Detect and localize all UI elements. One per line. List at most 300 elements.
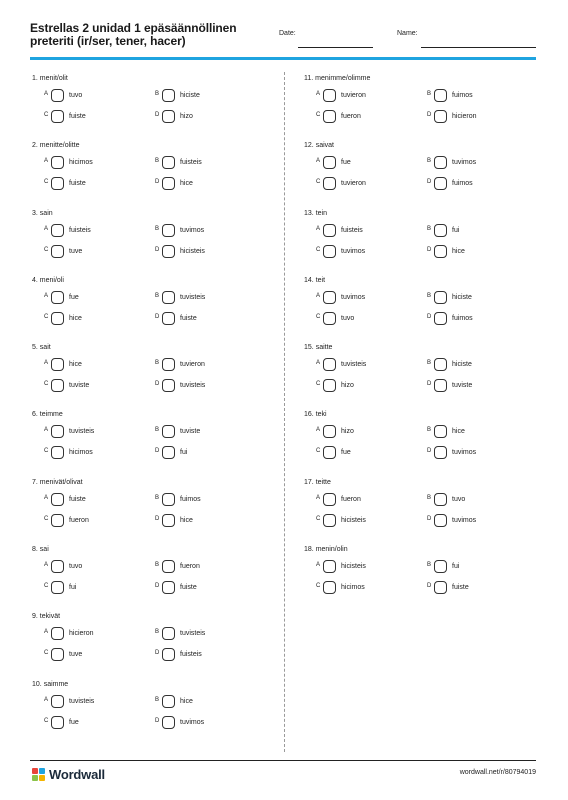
question-2 [32, 142, 272, 209]
option-letter: D [427, 381, 432, 388]
logo-square [39, 775, 45, 781]
answer-checkbox[interactable] [51, 110, 64, 123]
option-text: tuvisteis [69, 428, 95, 436]
option-text: fuimos [452, 180, 473, 188]
option-text: tuviste [452, 382, 473, 390]
question-number: 8. [32, 546, 38, 554]
question-6 [32, 411, 272, 478]
answer-checkbox[interactable] [51, 358, 64, 371]
title-line-2: preteriti (ir/ser, tener, hacer) [30, 34, 186, 48]
answer-checkbox[interactable] [323, 291, 336, 304]
question-number: 1. [32, 75, 38, 82]
question-text: saitte [315, 344, 333, 352]
answer-checkbox[interactable] [434, 224, 447, 237]
answer-checkbox[interactable] [51, 560, 64, 573]
option-letter: C [316, 448, 321, 455]
question-text: teki [315, 411, 327, 419]
answer-checkbox[interactable] [434, 156, 447, 169]
question-12 [304, 142, 544, 209]
question-prompt [32, 210, 53, 217]
option-text: fueron [180, 563, 200, 571]
question-number: 16. [304, 411, 314, 419]
answer-checkbox[interactable] [51, 627, 64, 640]
option-letter: B [427, 91, 432, 97]
answer-checkbox[interactable] [51, 156, 64, 169]
answer-checkbox[interactable] [162, 379, 175, 392]
question-number: 12. [304, 142, 314, 150]
option-text: tuvisteis [341, 361, 367, 369]
option-letter: D [427, 448, 432, 455]
answer-checkbox[interactable] [51, 425, 64, 438]
answer-checkbox[interactable] [323, 379, 336, 392]
answer-checkbox[interactable] [51, 312, 64, 325]
option-letter: A [44, 292, 49, 299]
answer-checkbox[interactable] [51, 245, 64, 258]
option-text: tuvimos [452, 159, 477, 167]
answer-checkbox[interactable] [434, 514, 447, 527]
question-number: 3. [32, 209, 38, 217]
question-text: sai [39, 546, 49, 554]
option-text: fuisteis [341, 226, 363, 234]
option-text: hicimos [69, 159, 93, 167]
option-text: hice [452, 247, 465, 255]
option-text: hicisteis [341, 563, 366, 571]
answer-checkbox[interactable] [323, 493, 336, 506]
answer-checkbox[interactable] [434, 379, 447, 392]
question-text: menin/olin [315, 546, 348, 554]
option-letter: C [316, 515, 321, 522]
answer-checkbox[interactable] [323, 581, 336, 594]
option-text: tuvieron [341, 92, 366, 99]
option-letter: D [155, 313, 160, 320]
option-text: tuvimos [180, 226, 205, 234]
option-letter: B [155, 91, 160, 97]
option-letter: B [155, 158, 160, 165]
answer-checkbox[interactable] [323, 514, 336, 527]
option-letter: D [155, 179, 160, 186]
question-9 [32, 613, 272, 680]
option-text: tuvieron [180, 361, 205, 369]
option-letter: D [427, 515, 432, 522]
option-text: tuviste [69, 382, 90, 390]
question-text: teit [315, 276, 326, 284]
logo-square [32, 768, 38, 774]
option-letter: D [155, 583, 160, 590]
wordwall-logo-text: Wordwall [49, 766, 105, 782]
question-17 [304, 479, 544, 546]
option-letter: D [155, 515, 160, 522]
question-prompt [304, 210, 327, 217]
question-14 [304, 277, 544, 344]
answer-checkbox[interactable] [162, 560, 175, 573]
option-text: hice [180, 180, 193, 188]
question-16 [304, 411, 544, 478]
answer-checkbox[interactable] [51, 291, 64, 304]
option-letter: A [316, 360, 321, 367]
option-text: tuviste [180, 428, 201, 436]
question-text: saimme [43, 680, 69, 688]
option-text: fueron [69, 516, 89, 524]
option-text: hiciste [180, 92, 200, 99]
question-text: menivät/olivat [39, 478, 83, 486]
answer-checkbox[interactable] [323, 425, 336, 438]
option-text: fuisteis [69, 226, 91, 234]
question-prompt [32, 277, 64, 284]
worksheet-header [30, 20, 536, 60]
question-prompt [304, 344, 332, 351]
question-text: sain [39, 209, 53, 217]
option-letter: D [427, 583, 432, 590]
question-text: tein [315, 209, 327, 217]
question-15 [304, 344, 544, 411]
answer-checkbox[interactable] [51, 493, 64, 506]
question-number: 13. [304, 209, 314, 217]
option-letter: B [155, 427, 160, 434]
questions-column-left [32, 75, 272, 748]
option-letter: C [316, 583, 321, 590]
question-11 [304, 75, 544, 142]
option-text: hice [69, 314, 82, 322]
answer-checkbox[interactable] [323, 560, 336, 573]
answer-checkbox[interactable] [323, 89, 336, 102]
answer-checkbox[interactable] [162, 312, 175, 325]
logo-square [39, 768, 45, 774]
question-text: sait [39, 344, 51, 352]
option-text: tuvimos [341, 293, 366, 301]
question-prompt [304, 277, 325, 284]
option-text: hice [180, 697, 193, 705]
answer-checkbox[interactable] [434, 581, 447, 594]
option-text: hizo [180, 113, 193, 120]
answer-checkbox[interactable] [162, 291, 175, 304]
answer-checkbox[interactable] [434, 291, 447, 304]
question-prompt [32, 613, 60, 620]
answer-checkbox[interactable] [162, 110, 175, 123]
question-number: 17. [304, 478, 314, 486]
option-text: fueron [341, 495, 361, 503]
option-text: fui [180, 449, 188, 457]
question-number: 5. [32, 344, 38, 352]
question-prompt [32, 479, 83, 486]
option-letter: C [44, 515, 49, 522]
worksheet-title [30, 22, 270, 48]
answer-checkbox[interactable] [434, 560, 447, 573]
question-number: 7. [32, 478, 38, 486]
answer-checkbox[interactable] [162, 493, 175, 506]
question-text: tekivät [39, 613, 61, 621]
footer-rule [30, 760, 536, 761]
option-letter: B [155, 225, 160, 232]
option-letter: A [316, 494, 321, 501]
question-prompt [32, 75, 68, 82]
option-text: tuvisteis [180, 382, 206, 390]
question-text: menimme/olimme [315, 75, 371, 82]
answer-checkbox[interactable] [434, 493, 447, 506]
question-number: 14. [304, 276, 314, 284]
option-text: fuiste [69, 495, 86, 503]
answer-checkbox[interactable] [162, 716, 175, 729]
option-letter: B [427, 360, 432, 367]
option-text: tuvimos [452, 449, 477, 457]
question-prompt [304, 546, 348, 553]
option-letter: A [316, 562, 321, 569]
option-text: hice [452, 428, 465, 436]
option-text: tuvimos [341, 247, 366, 255]
option-letter: C [316, 313, 321, 320]
option-letter: C [44, 313, 49, 320]
answer-checkbox[interactable] [323, 110, 336, 123]
answer-checkbox[interactable] [162, 648, 175, 661]
answer-checkbox[interactable] [162, 245, 175, 258]
answer-checkbox[interactable] [51, 446, 64, 459]
option-text: fue [69, 718, 79, 726]
option-text: tuvieron [341, 180, 366, 188]
answer-checkbox[interactable] [162, 89, 175, 102]
column-divider [284, 72, 285, 752]
option-text: tuvo [69, 92, 83, 99]
option-letter: D [155, 650, 160, 657]
option-text: tuvisteis [69, 697, 95, 705]
option-letter: D [155, 246, 160, 253]
question-number: 11. [304, 75, 314, 82]
question-prompt [32, 411, 63, 418]
question-number: 4. [32, 276, 38, 284]
answer-checkbox[interactable] [162, 446, 175, 459]
option-letter: B [427, 562, 432, 569]
option-text: hice [69, 361, 82, 369]
option-letter: D [427, 112, 432, 118]
option-text: hizo [341, 428, 354, 436]
option-letter: D [155, 717, 160, 724]
question-prompt [304, 479, 331, 486]
answer-checkbox[interactable] [323, 224, 336, 237]
logo-square [32, 775, 38, 781]
option-letter: C [44, 717, 49, 724]
answer-checkbox[interactable] [434, 110, 447, 123]
answer-checkbox[interactable] [162, 514, 175, 527]
option-text: hicisteis [180, 247, 205, 255]
option-text: fuiste [180, 314, 197, 322]
question-text: menitte/olitte [39, 142, 80, 150]
option-text: tuvisteis [180, 293, 206, 301]
title-line-1: Estrellas 2 unidad 1 epäsäännöllinen [30, 21, 237, 35]
question-text: meni/oli [39, 276, 64, 284]
option-text: fui [452, 226, 460, 234]
option-letter: C [44, 448, 49, 455]
question-3 [32, 210, 272, 277]
option-letter: C [316, 179, 321, 186]
option-letter: A [44, 494, 49, 501]
question-prompt [32, 344, 51, 351]
option-letter: B [427, 225, 432, 232]
option-letter: B [155, 360, 160, 367]
answer-checkbox[interactable] [51, 648, 64, 661]
option-text: fue [69, 293, 79, 301]
answer-checkbox[interactable] [434, 245, 447, 258]
question-text: teitte [315, 478, 331, 486]
wordwall-logo [32, 766, 105, 782]
option-letter: D [427, 246, 432, 253]
option-letter: A [44, 562, 49, 569]
option-text: fueron [341, 113, 361, 120]
option-letter: B [155, 696, 160, 703]
question-prompt [32, 142, 79, 149]
option-letter: C [44, 112, 49, 118]
option-text: tuvo [341, 314, 355, 322]
question-4 [32, 277, 272, 344]
option-text: fuiste [180, 584, 197, 592]
name-field[interactable] [421, 47, 536, 48]
option-letter: B [427, 494, 432, 501]
option-text: tuvo [452, 495, 466, 503]
option-text: hice [180, 516, 193, 524]
option-text: fuimos [452, 92, 473, 99]
option-text: fuimos [452, 314, 473, 322]
option-text: hicisteis [341, 516, 366, 524]
question-18 [304, 546, 544, 613]
question-prompt [304, 142, 334, 149]
option-letter: C [44, 650, 49, 657]
option-letter: A [44, 225, 49, 232]
answer-checkbox[interactable] [323, 446, 336, 459]
option-text: tuve [69, 247, 83, 255]
header-accent-rule [30, 57, 536, 60]
answer-checkbox[interactable] [162, 156, 175, 169]
answer-checkbox[interactable] [323, 358, 336, 371]
answer-checkbox[interactable] [323, 156, 336, 169]
option-text: hicimos [341, 584, 365, 592]
option-letter: D [155, 112, 160, 118]
option-text: hiciste [452, 293, 472, 301]
question-10 [32, 681, 272, 748]
option-letter: B [155, 629, 160, 636]
option-text: tuve [69, 651, 83, 659]
option-text: hicimos [69, 449, 93, 457]
option-text: tuvo [69, 563, 83, 571]
option-letter: C [44, 583, 49, 590]
option-text: fui [452, 563, 460, 571]
option-letter: A [44, 629, 49, 636]
question-number: 18. [304, 546, 314, 554]
option-letter: B [155, 494, 160, 501]
question-prompt [32, 681, 68, 688]
answer-checkbox[interactable] [51, 89, 64, 102]
answer-checkbox[interactable] [434, 312, 447, 325]
wordwall-logo-icon [32, 768, 45, 781]
option-letter: A [316, 158, 321, 165]
question-number: 9. [32, 613, 38, 621]
option-letter: A [44, 696, 49, 703]
option-letter: A [44, 427, 49, 434]
option-letter: D [427, 313, 432, 320]
option-text: hizo [341, 382, 354, 390]
answer-checkbox[interactable] [162, 224, 175, 237]
question-1 [32, 75, 272, 142]
date-field[interactable] [298, 47, 373, 48]
option-letter: C [44, 246, 49, 253]
question-prompt [304, 411, 327, 418]
option-letter: C [316, 381, 321, 388]
option-text: hicieron [452, 113, 477, 120]
answer-checkbox[interactable] [162, 695, 175, 708]
answer-checkbox[interactable] [51, 581, 64, 594]
question-5 [32, 344, 272, 411]
question-text: teimme [39, 411, 63, 419]
answer-checkbox[interactable] [162, 627, 175, 640]
option-text: tuvimos [180, 718, 205, 726]
answer-checkbox[interactable] [162, 177, 175, 190]
question-number: 15. [304, 344, 314, 352]
option-text: fue [341, 159, 351, 167]
option-text: fue [341, 449, 351, 457]
answer-checkbox[interactable] [51, 177, 64, 190]
question-prompt [304, 75, 370, 82]
option-letter: A [316, 225, 321, 232]
footer-url: wordwall.net/r/80794019 [459, 769, 536, 776]
answer-checkbox[interactable] [51, 695, 64, 708]
answer-checkbox[interactable] [162, 581, 175, 594]
option-text: fuisteis [180, 159, 202, 167]
option-text: fuimos [180, 495, 201, 503]
option-letter: A [44, 91, 49, 97]
answer-checkbox[interactable] [434, 177, 447, 190]
option-letter: B [155, 562, 160, 569]
answer-checkbox[interactable] [434, 358, 447, 371]
option-letter: D [155, 448, 160, 455]
answer-checkbox[interactable] [323, 245, 336, 258]
answer-checkbox[interactable] [51, 379, 64, 392]
question-text: menit/olit [39, 75, 68, 82]
answer-checkbox[interactable] [323, 177, 336, 190]
questions-column-right [304, 75, 544, 613]
question-number: 10. [32, 680, 42, 688]
option-letter: A [316, 292, 321, 299]
option-text: hicieron [69, 630, 94, 638]
option-letter: C [316, 112, 321, 118]
answer-checkbox[interactable] [51, 224, 64, 237]
question-prompt [32, 546, 49, 553]
answer-checkbox[interactable] [434, 446, 447, 459]
answer-checkbox[interactable] [434, 89, 447, 102]
option-text: fuisteis [180, 651, 202, 659]
answer-checkbox[interactable] [162, 358, 175, 371]
option-letter: A [316, 91, 321, 97]
option-text: fuiste [69, 180, 86, 188]
question-number: 6. [32, 411, 38, 419]
option-letter: A [44, 158, 49, 165]
option-text: tuvimos [452, 516, 477, 524]
option-letter: C [44, 381, 49, 388]
name-label: Name: [397, 30, 418, 37]
option-letter: A [44, 360, 49, 367]
question-8 [32, 546, 272, 613]
answer-checkbox[interactable] [323, 312, 336, 325]
option-letter: B [155, 292, 160, 299]
answer-checkbox[interactable] [51, 514, 64, 527]
answer-checkbox[interactable] [162, 425, 175, 438]
question-13 [304, 210, 544, 277]
option-letter: B [427, 292, 432, 299]
answer-checkbox[interactable] [51, 716, 64, 729]
question-7 [32, 479, 272, 546]
question-number: 2. [32, 142, 38, 150]
option-text: fuiste [69, 113, 86, 120]
option-text: hiciste [452, 361, 472, 369]
date-label: Date: [279, 30, 296, 37]
option-text: fuiste [452, 584, 469, 592]
option-letter: B [427, 427, 432, 434]
answer-checkbox[interactable] [434, 425, 447, 438]
